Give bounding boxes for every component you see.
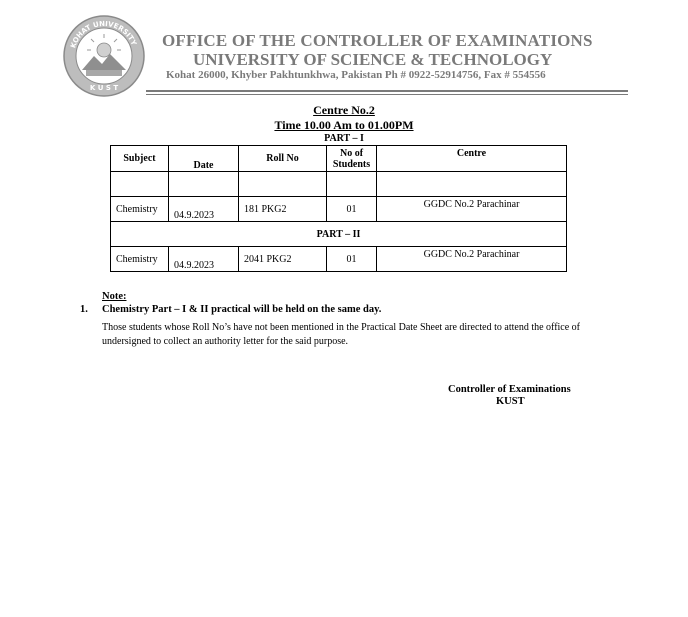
cell-date: 04.9.2023 bbox=[169, 247, 239, 272]
empty-cell bbox=[327, 172, 377, 197]
part-one-title: PART – I bbox=[324, 133, 364, 144]
empty-cell bbox=[239, 172, 327, 197]
university-logo bbox=[62, 14, 146, 98]
empty-cell bbox=[169, 172, 239, 197]
table-row-empty bbox=[111, 172, 567, 197]
cell-centre: GGDC No.2 Parachinar bbox=[377, 247, 567, 272]
practical-schedule-table bbox=[110, 145, 567, 272]
table-row bbox=[111, 247, 567, 272]
header-date: Date bbox=[169, 146, 239, 172]
office-title: OFFICE OF THE CONTROLLER OF EXAMINATIONS bbox=[162, 31, 593, 50]
header-rule-thin bbox=[146, 94, 628, 95]
note-point-one: Chemistry Part – I & II practical will be held on the same day. bbox=[102, 304, 382, 315]
note-number: 1. bbox=[80, 304, 88, 315]
header-centre: Centre bbox=[377, 146, 567, 172]
cell-roll-no: 181 PKG2 bbox=[239, 197, 327, 222]
cell-subject: Chemistry bbox=[111, 247, 169, 272]
svg-text:KOHAT UNIVERSITY: KOHAT UNIVERSITY bbox=[69, 19, 138, 50]
empty-cell bbox=[377, 172, 567, 197]
cell-date: 04.9.2023 bbox=[169, 197, 239, 222]
header-no-of-students: No of Students bbox=[327, 146, 377, 172]
cell-no-of-students: 01 bbox=[327, 197, 377, 222]
header-roll-no: Roll No bbox=[239, 146, 327, 172]
part-two-row bbox=[111, 222, 567, 247]
time-title: Time 10.00 Am to 01.00PM bbox=[274, 118, 414, 132]
svg-text:K U S T: K U S T bbox=[89, 84, 119, 92]
university-address: Kohat 26000, Khyber Pakhtunkhwa, Pakistan Ph # 0922-52914756, Fax # 554556 bbox=[166, 69, 546, 81]
signature-org: KUST bbox=[496, 396, 525, 407]
university-name: UNIVERSITY OF SCIENCE & TECHNOLOGY bbox=[193, 50, 553, 69]
note-heading: Note: bbox=[102, 291, 127, 302]
table-header-row bbox=[111, 146, 567, 172]
note-paragraph: Those students whose Roll No’s have not been mentioned in the Practical Date Sheet are directed to attend the office of undersigned to collect an authority letter for the said purpose. bbox=[102, 322, 581, 347]
empty-cell bbox=[111, 172, 169, 197]
table-row bbox=[111, 197, 567, 222]
part-two-label: PART – II bbox=[111, 222, 567, 247]
header-subject: Subject bbox=[111, 146, 169, 172]
header-rule bbox=[146, 90, 628, 92]
centre-title: Centre No.2 bbox=[313, 103, 375, 117]
cell-no-of-students: 01 bbox=[327, 247, 377, 272]
cell-roll-no: 2041 PKG2 bbox=[239, 247, 327, 272]
cell-subject: Chemistry bbox=[111, 197, 169, 222]
cell-centre: GGDC No.2 Parachinar bbox=[377, 197, 567, 222]
signature-title: Controller of Examinations bbox=[448, 384, 571, 395]
